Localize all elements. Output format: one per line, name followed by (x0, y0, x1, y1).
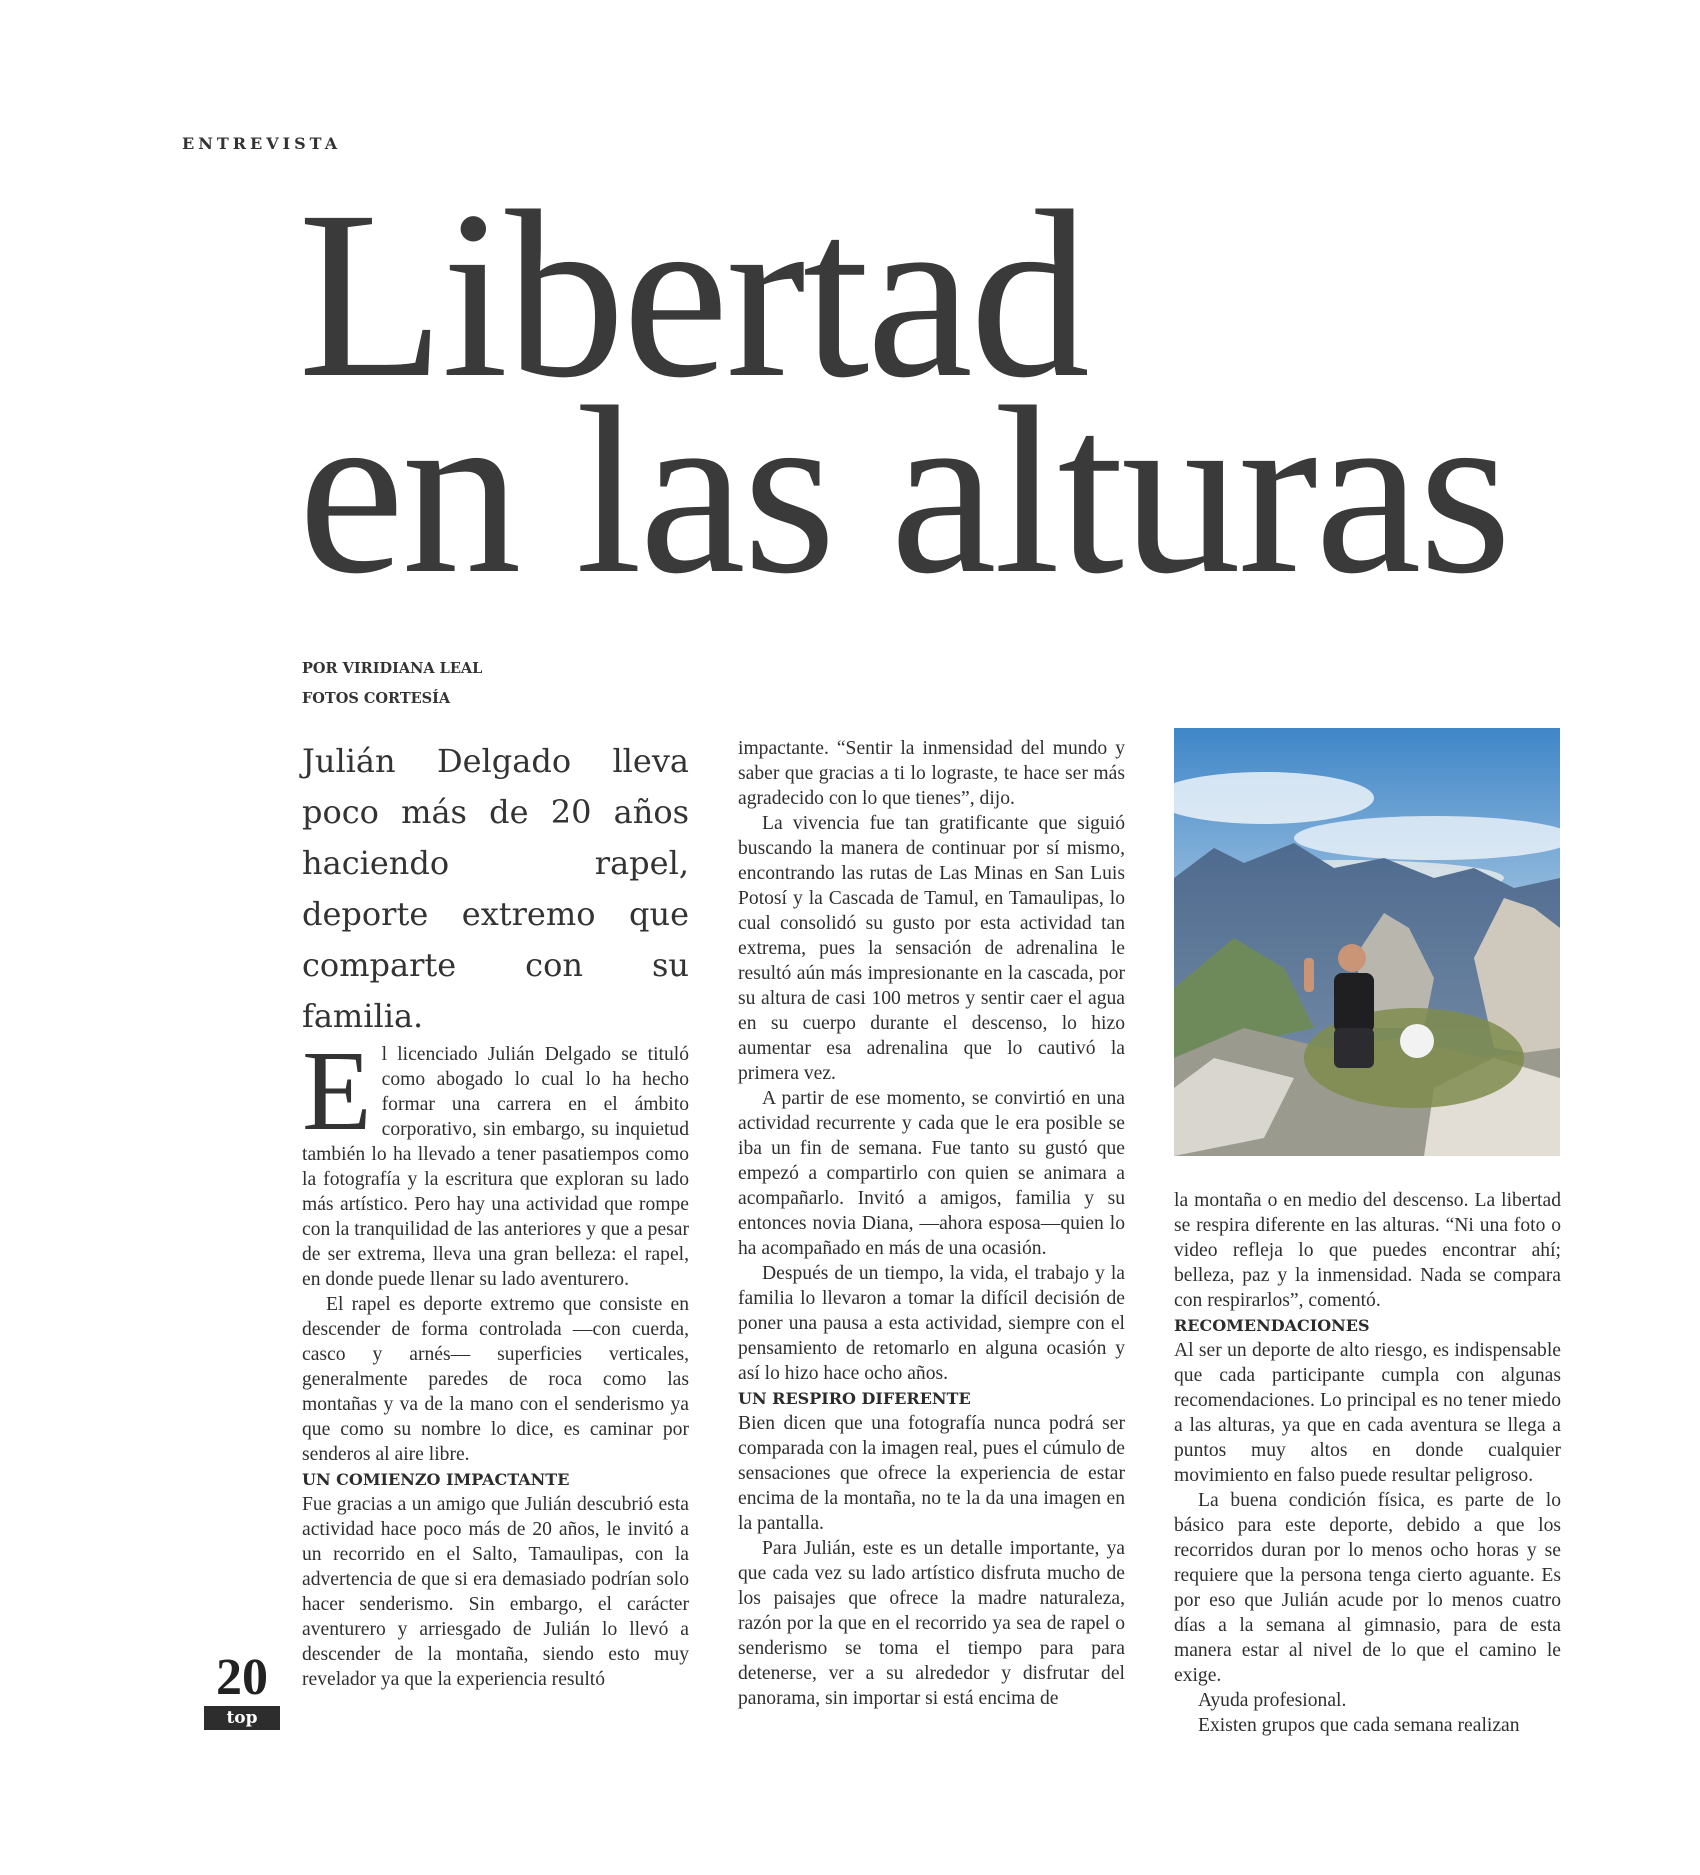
body-paragraph: Bien dicen que una fotografía nunca podrá ser comparada con la imagen real, pues el cúmulo de sensaciones que ofrece la experiencia de estar encima de la montaña, no te la da una imagen en la pantalla. (738, 1413, 1125, 1534)
body-paragraph: Ayuda profesional. (1198, 1690, 1347, 1711)
subhead-respiro: UN RESPIRO DIFERENTE (738, 1389, 971, 1408)
body-paragraph: La vivencia fue tan gratificante que siguió buscando la manera de continuar por sí mismo, encontrando las rutas de Las Minas en San Luis Potosí y la Cascada de Tamul, en Tamaulipas, lo cual consolidó su gusto por esta actividad tan extrema, pues la sensación de adrenalina le resultó aún más impresionante en la cascada, por su altura de casi 100 metros y sentir caer el agua en su cuerpo durante el descenso, lo hizo aumentar esa adrenalina que lo cautivó la primera vez. (738, 813, 1125, 1084)
body-paragraph: Para Julián, este es un detalle importante, ya que cada vez su lado artístico disfruta mucho de los paisajes que ofrece la madre naturaleza, razón por la que en el recorrido ya sea de rapel o senderismo se toma el tiempo para para detenerse, ver a su alrededor y disfrutar del panorama, sin importar si está encima de (738, 1538, 1125, 1709)
article-column-1 (302, 736, 689, 1692)
lead-paragraph: Julián Delgado lleva poco más de 20 años haciendo rapel, deporte extremo que comparte con su familia. (302, 742, 689, 1035)
page-number: 20 (216, 1649, 268, 1706)
magazine-tag: top (204, 1706, 280, 1730)
subhead-comienzo: UN COMIENZO IMPACTANTE (302, 1470, 570, 1489)
body-paragraph: la montaña o en medio del descenso. La libertad se respira diferente en las alturas. “Ni una foto o video refleja lo que puedes encontrar ahí; belleza, paz y la inmensidad. Nada se compara con respirarlos”, comentó. (1174, 1190, 1561, 1311)
body-paragraph: La buena condición física, es parte de lo básico para este deporte, debido a que los recorridos duran por lo menos ocho horas y se requiere que la persona tenga cierto aguante. Es por eso que Julián acude por lo menos cuatro días a la semana al gimnasio, para de esta manera estar al nivel de lo que el camino le exige. (1174, 1490, 1561, 1686)
article-column-2 (738, 736, 1125, 1711)
body-paragraph: Al ser un deporte de alto riesgo, es indispensable que cada participante cumpla con algunas recomendaciones. Lo principal es no tener miedo a las alturas, ya que en cada aventura se llega a puntos muy altos en donde cualquier movimiento en falso puede resultar peligroso. (1174, 1340, 1561, 1486)
body-paragraph: El rapel es deporte extremo que consiste en descender de forma controlada —con cuerda, casco y arnés— superficies verticales, generalmente paredes de roca como las montañas y va de la mano con el senderismo ya que como su nombre lo dice, es caminar por senderos al aire libre. (302, 1294, 689, 1465)
body-paragraph: A partir de ese momento, se convirtió en una actividad recurrente y cada que le era posible se iba un fin de semana. Fue tanto su gustó que empezó a compartirlo con quien se animara a acompañarlo. Invitó a amigos, familia y su entonces novia Diana, —ahora esposa—quien lo ha acompañado en más de una ocasión. (738, 1088, 1125, 1259)
author-credit: POR VIRIDIANA LEAL (302, 660, 483, 677)
body-paragraph: Existen grupos que cada semana realizan (1198, 1715, 1520, 1736)
mountain-photo (1174, 728, 1560, 1156)
body-paragraph: Fue gracias a un amigo que Julián descubrió esta actividad hace poco más de 20 años, le invitó a un recorrido en el Salto, Tamaulipas, con la advertencia de que si era demasiado podrían solo hacer senderismo. Sin embargo, el carácter aventurero y arriesgado de Julián lo llevó a descender de la montaña, siendo esto muy revelador ya que la experiencia resultó (302, 1494, 689, 1690)
headline (298, 161, 1678, 623)
subhead-recomendaciones: RECOMENDACIONES (1174, 1316, 1370, 1335)
headline-line-2: en las alturas (298, 357, 1509, 623)
page-folio (204, 1649, 280, 1730)
article-column-3 (1174, 1188, 1561, 1738)
photo-credit: FOTOS CORTESÍA (302, 690, 451, 707)
byline (302, 654, 482, 714)
body-paragraph: Después de un tiempo, la vida, el trabajo y la familia lo llevaron a tomar la difícil decisión de poner una pausa a esta actividad, siempre con el pensamiento de retomarlo en alguna ocasión y así lo hizo hace ocho años. (738, 1263, 1125, 1384)
headline-line-1: Libertad (298, 161, 1087, 427)
body-paragraph: impactante. “Sentir la inmensidad del mundo y saber que gracias a ti lo lograste, te hace ser más agradecido con lo que tienes”, dijo. (738, 738, 1125, 809)
intro-paragraph (302, 1027, 689, 1292)
intro-text: l licenciado Julián Delgado se tituló como abogado lo cual lo ha hecho formar una carrera en el ámbito corporativo, sin embargo, su inquietud también lo ha llevado a tener pasatiempos como la fotografía y la escritura que exploran su lado más artístico. Pero hay una actividad que rompe con la tranquilidad de las anteriores y que a pesar de ser extrema, lleva una gran belleza: el rapel, en donde puede llenar su lado aventurero. (302, 1044, 689, 1290)
drop-cap: E (302, 1027, 372, 1154)
section-label: ENTREVISTA (182, 134, 342, 153)
